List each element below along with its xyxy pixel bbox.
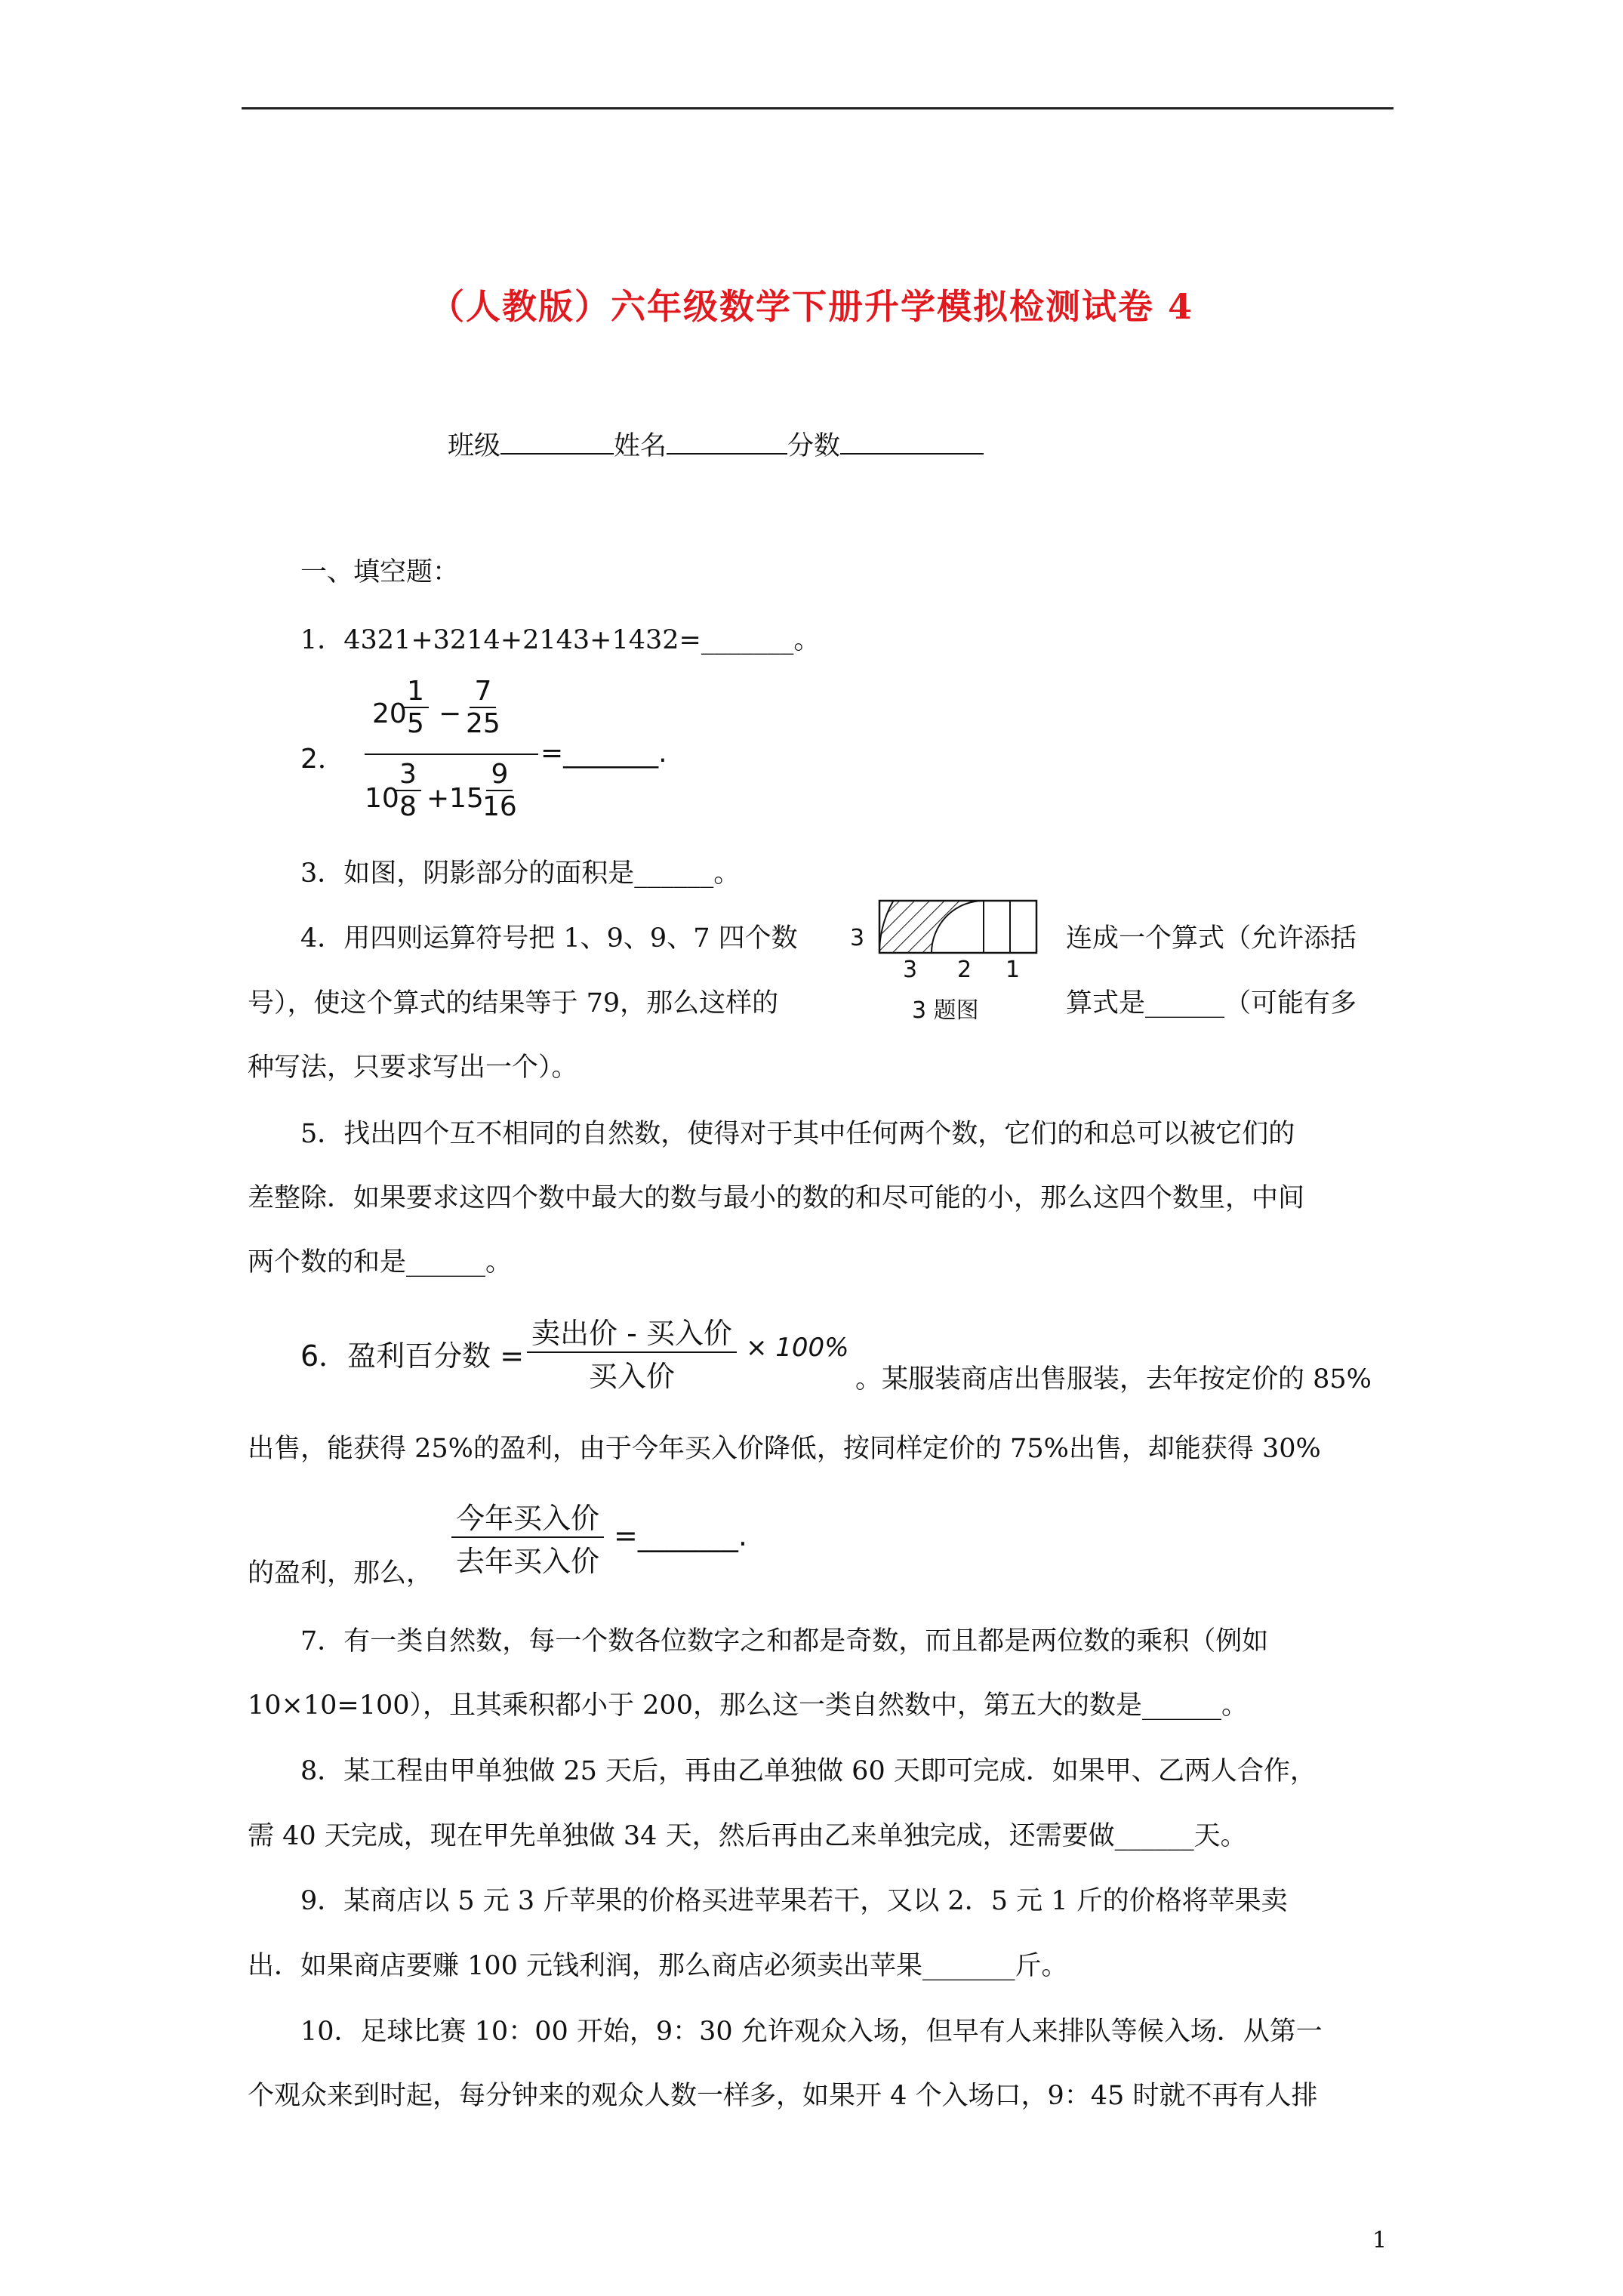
fraction: $\frac{1}{5}$ (402, 676, 429, 739)
question-1: 1．4321+3214+2143+1432=_______。 (300, 625, 821, 655)
question-3: 3．如图，阴影部分的面积是______。 (300, 858, 741, 889)
question-2 (300, 676, 753, 834)
question-6-line-1: 。某服装商店出售服装，去年按定价的 85% (855, 1364, 1372, 1395)
class-blank (500, 427, 614, 455)
mixed-whole: 15 (449, 783, 484, 814)
question-4-line-3: 种写法，只要求写出一个）。 (248, 1052, 578, 1083)
profit-fraction-numerator: 卖出价 - 买入价 (527, 1310, 737, 1353)
score-label: 分数 (787, 431, 841, 461)
question-9-line-2: 出．如果商店要赚 100 元钱利润，那么商店必须卖出苹果_______斤。 (248, 1951, 1068, 1981)
ratio-denominator: 去年买入价 (456, 1545, 600, 1578)
question-4-line-2a: 号），使这个算式的结果等于 79，那么这样的 (248, 988, 779, 1019)
score-blank (840, 427, 984, 455)
times-100-percent: × 100% (746, 1333, 849, 1363)
minus-sign: − (439, 698, 462, 729)
fraction: $\frac{7}{25}$ (466, 676, 500, 739)
purchase-price-ratio (451, 1495, 829, 1586)
question-6-formula (300, 1310, 874, 1393)
profit-fraction-denominator: 买入价 (588, 1360, 675, 1393)
question-8-line-2: 需 40 天完成，现在甲先单独做 34 天，然后再由乙来单独完成，还需要做______天。 (248, 1821, 1247, 1851)
question-6-line-2: 出售，能获得 25%的盈利，由于今年买入价降低，按同样定价的 75%出售，却能获得 30% (248, 1434, 1321, 1464)
ratio-numerator: 今年买入价 (451, 1495, 604, 1538)
name-label: 姓名 (614, 431, 667, 461)
profit-fraction (527, 1310, 737, 1395)
mixed-whole: 20 (372, 698, 407, 729)
header-rule (242, 107, 1394, 109)
question-10-line-1: 10．足球比赛 10：00 开始，9：30 允许观众入场，但早有人来排队等候入场．从第一 (300, 2017, 1323, 2047)
figure-3-bottom-label: 3 (903, 957, 918, 983)
figure-3 (845, 895, 1042, 1046)
question-4-line-1b: 连成一个算式（允许添括 (1066, 923, 1357, 954)
question-6-line-3: 的盈利，那么， (248, 1558, 433, 1589)
ratio-answer: =_______. (614, 1519, 747, 1552)
figure-3-caption: 3 题图 (912, 997, 979, 1024)
mixed-whole: 10 (365, 783, 399, 814)
question-6-prefix: 6．盈利百分数 = (300, 1339, 525, 1373)
question-9-line-1: 9．某商店以 5 元 3 斤苹果的价格买进苹果若干，又以 2．5 元 1 斤的价格将苹果卖 (300, 1886, 1288, 1916)
fraction-denominator (365, 759, 561, 834)
fraction: $\frac{3}{8}$ (395, 759, 421, 822)
question-5-line-2: 差整除．如果要求这四个数中最大的数与最小的数的和尽可能的小，那么这四个数里，中间 (248, 1183, 1305, 1213)
ratio-fraction (451, 1495, 604, 1579)
question-2-number: 2． (300, 744, 345, 775)
question-2-answer: =_______. (540, 738, 667, 769)
question-4-line-2b: 算式是______（可能有多 (1066, 988, 1357, 1019)
question-4-line-1a: 4．用四则运算符号把 1、9、9、7 四个数 (300, 923, 798, 954)
name-blank (667, 427, 787, 455)
fraction-numerator (372, 676, 523, 747)
figure-3-side-label: 3 (850, 925, 865, 951)
plus-sign: + (427, 783, 450, 814)
student-info-line (448, 427, 984, 464)
page-title: （人教版）六年级数学下册升学模拟检测试卷 4 (429, 286, 1194, 327)
main-fraction-bar (365, 754, 538, 755)
question-8-line-1: 8．某工程由甲单独做 25 天后，再由乙单独做 60 天即可完成．如果甲、乙两人合作， (300, 1756, 1317, 1786)
section-heading-fill-in: 一、填空题： (300, 557, 460, 587)
class-label: 班级 (448, 431, 501, 461)
figure-3-bottom-label: 1 (1006, 957, 1021, 983)
page-number: 1 (1372, 2227, 1387, 2254)
question-7-line-1: 7．有一类自然数，每一个数各位数字之和都是奇数，而且都是两位数的乘积（例如 (300, 1626, 1269, 1657)
question-5-line-1: 5．找出四个互不相同的自然数，使得对于其中任何两个数，它们的和总可以被它们的 (300, 1119, 1295, 1149)
fraction: $\frac{9}{16}$ (482, 759, 517, 822)
figure-3-bottom-label: 2 (957, 957, 972, 983)
question-5-line-3: 两个数的和是______。 (248, 1247, 513, 1277)
question-10-line-2: 个观众来到时起，每分钟来的观众人数一样多，如果开 4 个入场口，9：45 时就不再有人排 (248, 2081, 1318, 2111)
question-7-line-2: 10×10=100），且其乘积都小于 200，那么这一类自然数中，第五大的数是______。 (248, 1690, 1248, 1721)
